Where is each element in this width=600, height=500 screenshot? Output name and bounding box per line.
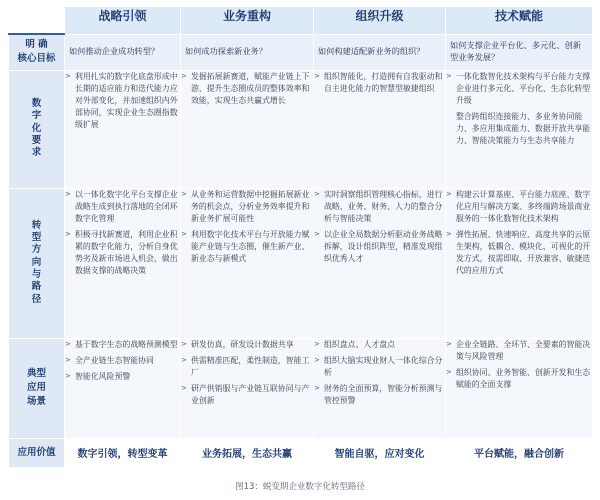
- column-header-organization: 组织升级: [314, 7, 446, 35]
- value-cell: 智能自驱，应对变化: [314, 438, 446, 467]
- column-header-technology: 技术赋能: [446, 7, 593, 35]
- list-item: > 研发仿真，研发设计数据共享: [181, 339, 294, 349]
- list-item: > 以一体化数字化平台支撑企业战略生成到执行落地的全闭环数字化管理: [65, 189, 178, 223]
- cell-r0-c1: [181, 70, 314, 188]
- list-item: > 积极寻找新赛道，利用企业积累的数字化能力，分析自身优势劣及新市场进入机会，做出数据支撑的战略决策: [65, 229, 178, 275]
- row-label-transformation-path: 转型方向与路径: [9, 188, 65, 338]
- list-item: > 财务的全面预算，智能分析预测与管控预警: [314, 383, 443, 405]
- row-digital-requirements: [9, 70, 593, 188]
- list-item: > 以企业全局数据分析驱动业务战略拆解，设计组织阵型，精准发现组织优秀人才: [314, 229, 443, 263]
- value-cell: 平台赋能，融合创新: [446, 438, 593, 467]
- list-item: > 发掘拓展新赛道，赋能产业链上下游，提升生态圈成员的整体效率和效能，实现生态共赢式增长: [181, 71, 310, 105]
- value-row: [9, 438, 593, 467]
- cell-r1-c3: [446, 188, 593, 338]
- cell-r1-c2: [314, 188, 446, 338]
- list-item: > 一体化数智化技术架构与平台能力支撑企业进行多元化、平台化、生态化转型升级: [446, 71, 591, 105]
- transformation-table-frame: [8, 6, 592, 472]
- transformation-table: [8, 6, 593, 468]
- goal-cell: 如何支撑企业平台化、多元化、创新型业务发展？: [446, 34, 593, 70]
- cell-r0-c0: [65, 70, 181, 188]
- cell-r0-c2: [314, 70, 446, 188]
- corner-cell: [9, 7, 65, 35]
- figure-caption: 图13：蜕变期企业数字化转型路径: [235, 482, 365, 492]
- cell-r0-c3: [446, 70, 593, 188]
- cell-r2-c0: [65, 338, 181, 438]
- list-item: > 组织盘点、人才盘点: [314, 339, 396, 349]
- list-item: > 从业务和运营数据中挖掘拓展新业务的机会点，分析业务效率提升和新业务扩展可能性: [181, 189, 310, 223]
- list-item: > 智能化风险预警: [65, 371, 131, 381]
- column-header-business: 业务重构: [181, 7, 314, 35]
- list-item: > 利用扎实的数字化底盘形成中长期的适应能力和迭代能力应对外部变化，并加速组织内外部协同，实现企业生态圈指数级扩展: [65, 71, 178, 129]
- cell-r2-c2: [314, 338, 446, 438]
- cell-r1-c1: [181, 188, 314, 338]
- value-cell: 数字引领，转型变革: [65, 438, 181, 467]
- value-cell: 业务拓展，生态共赢: [181, 438, 314, 467]
- list-item: > 研产供销服与产业链互联协同与产业创新: [181, 383, 310, 405]
- cell-r2-c1: [181, 338, 314, 438]
- list-item: > 全产业链生态智能协同: [65, 355, 154, 365]
- row-label-application-scenarios: 典型应用场景: [9, 338, 65, 438]
- list-item: > 组织协同、业务智能、创新开发和生态赋能的全面支撑: [446, 367, 591, 389]
- list-item: > 基于数字生态的战略预测模型: [65, 339, 178, 349]
- cell-r1-c0: [65, 188, 181, 338]
- list-item: > 实时洞察组织管理核心指标，进行战略、业务、财务、人力的整合分析与智能决策: [314, 189, 443, 223]
- column-header-strategy: 战略引领: [65, 7, 181, 35]
- row-label-value: 应用价值: [9, 438, 65, 467]
- goal-cell: 如何构建适配新业务的组织？: [314, 34, 446, 70]
- list-item: > 利用数字化技术平台与开放能力赋能产业链与生态圈，催生新产业、新业态与新模式: [181, 229, 310, 263]
- goal-cell: 如何成功探索新业务？: [181, 34, 314, 70]
- list-item: 整合跨组织连接能力、多业务协同能力、多应用集成能力、数据开放共享能力、智能决策能力与生态共享能力: [456, 111, 591, 145]
- list-item: > 构建云计算基座、平台能力底座、数字化应用与解决方案、多终端跨场景商业服务的一体化数智化技术架构: [446, 189, 591, 223]
- list-item: > 弹性拓展、快速响应、高度共享的云原生架构，低耦合、模块化、可视化的开发方式，按需即取、开放兼容、敏捷迭代的应用方式: [446, 229, 591, 275]
- list-item: > 组织智能化，打造拥有自我驱动和自主进化能力的智慧型敏捷组织: [314, 71, 443, 93]
- row-transformation-path: [9, 188, 593, 338]
- list-item: > 企业全链路、全环节、全要素的智能决策与风险管理: [446, 339, 591, 361]
- row-application-scenarios: [9, 338, 593, 438]
- list-item: > 供需精准匹配，柔性制造，智能工厂: [181, 355, 310, 377]
- row-label-digital-requirements: 数字化要求: [9, 70, 65, 188]
- goal-row: [9, 34, 593, 70]
- list-item: > 组织大脑实现业财人一体化综合分析: [314, 355, 443, 377]
- goal-cell: 如何推动企业成功转型？: [65, 34, 181, 70]
- cell-r2-c3: [446, 338, 593, 438]
- column-header-row: [9, 7, 593, 35]
- row-label-goal: 明 确 核心目标: [9, 34, 65, 70]
